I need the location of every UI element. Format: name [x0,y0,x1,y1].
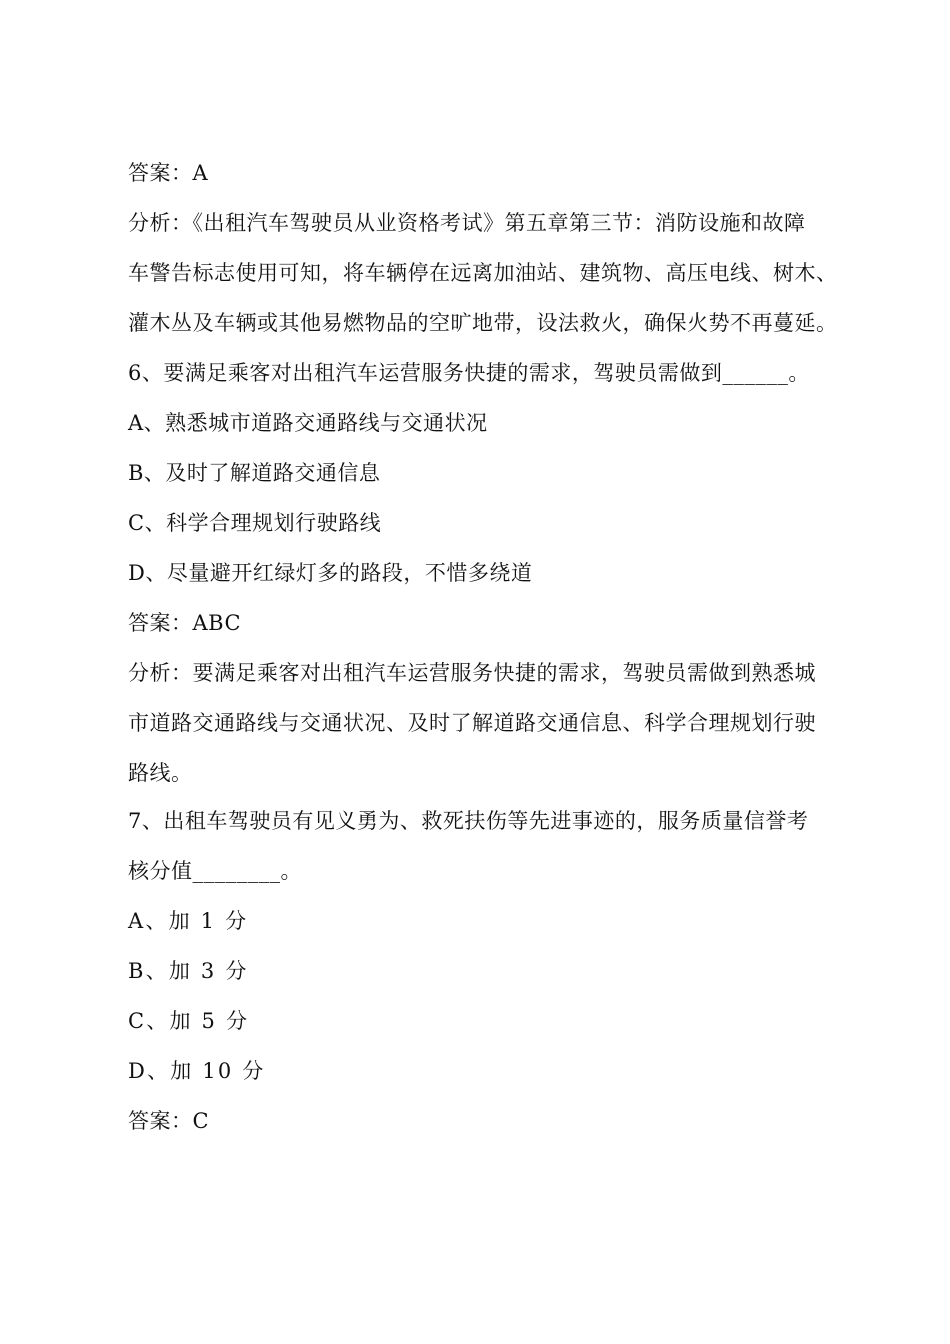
q7-option-a: A、加 1 分 [128,909,249,933]
q6-answer: 答案：ABC [128,611,242,635]
q6-option-b: B、及时了解道路交通信息 [128,461,381,485]
q5-analysis-line-3: 灌木丛及车辆或其他易燃物品的空旷地带，设法救火，确保火势不再蔓延。 [128,311,838,335]
q7-option-c: C、加 5 分 [128,1009,250,1033]
q6-question: 6、要满足乘客对出租汽车运营服务快捷的需求，驾驶员需做到______。 [128,361,810,385]
q5-answer: 答案：A [128,161,209,185]
q5-analysis-line-1: 分析：《出租汽车驾驶员从业资格考试》第五章第三节：消防设施和故障 [128,211,806,235]
q7-option-b: B、加 3 分 [128,959,249,983]
q6-analysis-line-2: 市道路交通路线与交通状况、及时了解道路交通信息、科学合理规划行驶 [128,711,816,735]
q7-question-line-2: 核分值________。 [128,859,302,883]
q7-option-d: D、加 10 分 [128,1059,266,1083]
q7-answer: 答案：C [128,1109,210,1133]
q6-option-d: D、尽量避开红绿灯多的路段，不惜多绕道 [128,561,533,585]
q6-analysis-line-1: 分析：要满足乘客对出租汽车运营服务快捷的需求，驾驶员需做到熟悉城 [128,661,816,685]
q7-question-line-1: 7、出租车驾驶员有见义勇为、救死扶伤等先进事迹的，服务质量信誉考 [128,809,809,833]
q6-option-a: A、熟悉城市道路交通路线与交通状况 [128,411,488,435]
q6-option-c: C、科学合理规划行驶路线 [128,511,382,535]
q5-analysis-line-2: 车警告标志使用可知，将车辆停在远离加油站、建筑物、高压电线、树木、 [128,261,838,285]
q6-analysis-line-3: 路线。 [128,761,193,785]
